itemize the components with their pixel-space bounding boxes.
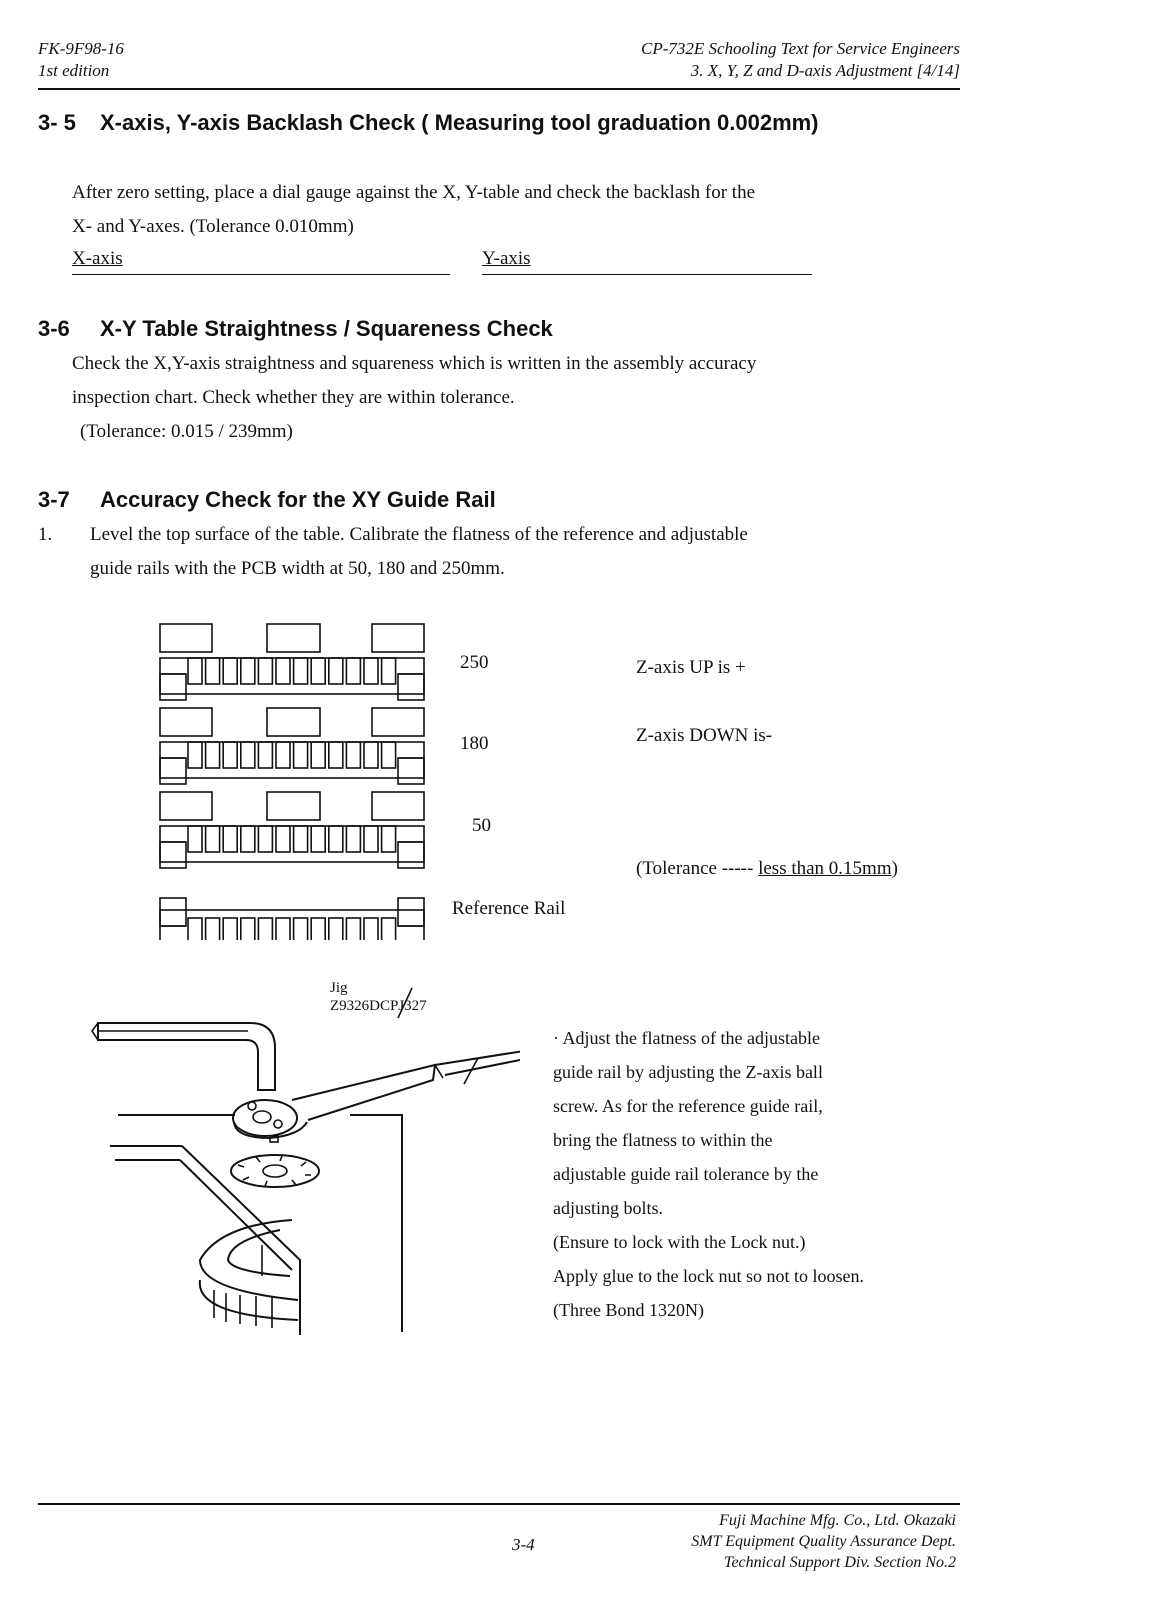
belt-tooth <box>276 918 290 940</box>
adjustment-instructions <box>553 1021 864 1327</box>
doc-code-block <box>38 38 124 82</box>
belt-tooth <box>311 826 325 852</box>
section-number: 3- 5 <box>38 110 76 135</box>
instruction-line: guide rail by adjusting the Z-axis ball <box>553 1062 823 1082</box>
belt-tooth <box>329 826 343 852</box>
belt-tooth <box>188 826 202 852</box>
chapter-title: 3. X, Y, Z and D-axis Adjustment [4/14] <box>690 61 960 80</box>
belt-tooth <box>294 742 308 768</box>
rail-end-block <box>160 674 186 700</box>
belt-tooth <box>241 918 255 940</box>
belt-tooth <box>311 918 325 940</box>
width-label-250: 250 <box>460 652 489 673</box>
belt-tooth <box>294 826 308 852</box>
belt-tooth <box>241 826 255 852</box>
belt-tooth <box>329 742 343 768</box>
adjustable-rail <box>160 826 424 868</box>
doc-title: CP-732E Schooling Text for Service Engineers <box>640 39 960 58</box>
support-block <box>267 792 320 820</box>
rail-end-block <box>160 758 186 784</box>
support-block <box>160 624 212 652</box>
section-3-5-heading <box>38 110 819 136</box>
belt-tooth <box>329 918 343 940</box>
rail-end-block <box>160 898 186 926</box>
section-title: X-axis, Y-axis Backlash Check ( Measuring tool graduation 0.002mm) <box>100 110 819 135</box>
belt-tooth <box>346 742 360 768</box>
jig-label: Jig <box>330 980 348 996</box>
instruction-line: Apply glue to the lock nut so not to loosen. <box>553 1266 864 1286</box>
belt-tooth <box>206 658 220 684</box>
rail-body <box>160 742 424 778</box>
belt-tooth <box>258 658 272 684</box>
paragraph-line: Check the X,Y-axis straightness and squareness which is written in the assembly accuracy <box>72 353 757 374</box>
page-number: 3-4 <box>512 1535 535 1554</box>
flatness-tolerance <box>636 858 898 880</box>
rail-end-block <box>398 842 424 868</box>
support-block <box>267 708 320 736</box>
header-rule <box>38 88 960 90</box>
tolerance-prefix: (Tolerance ----- <box>636 858 759 879</box>
footer-org <box>691 1510 956 1573</box>
width-label-50: 50 <box>472 815 491 836</box>
z-up-note: Z-axis UP is + <box>636 657 746 678</box>
belt-tooth <box>258 918 272 940</box>
instruction-line: adjusting bolts. <box>553 1198 664 1218</box>
belt-tooth <box>188 742 202 768</box>
belt-tooth <box>382 826 396 852</box>
hex-wrench-icon <box>92 1023 275 1090</box>
lock-washer <box>231 1155 319 1187</box>
belt-tooth <box>241 658 255 684</box>
rail-end-block <box>160 842 186 868</box>
belt-tooth <box>294 658 308 684</box>
belt-tooth <box>346 826 360 852</box>
y-axis-field[interactable] <box>482 244 812 275</box>
support-block <box>160 708 212 736</box>
belt-tooth <box>329 658 343 684</box>
paragraph-line: guide rails with the PCB width at 50, 180 and 250mm. <box>90 558 505 579</box>
belt-tooth <box>382 918 396 940</box>
jig-illustration <box>60 960 520 1340</box>
rail-body <box>160 658 424 694</box>
y-axis-label: Y-axis <box>482 248 531 269</box>
belt-tooth <box>346 658 360 684</box>
belt-tooth <box>241 742 255 768</box>
company-name: Fuji Machine Mfg. Co., Ltd. Okazaki <box>719 1512 956 1529</box>
jig-callout <box>330 979 427 1015</box>
section-title: Accuracy Check for the XY Guide Rail <box>100 487 496 512</box>
belt-tooth <box>364 742 378 768</box>
width-label-180: 180 <box>460 733 489 754</box>
reference-rail-label: Reference Rail <box>452 898 566 919</box>
jig-wrench <box>233 1050 520 1142</box>
rail-body <box>160 826 424 862</box>
section-title: X-Y Table Straightness / Squareness Check <box>100 316 553 341</box>
department-name: SMT Equipment Quality Assurance Dept. <box>691 1533 956 1550</box>
belt-tooth <box>364 918 378 940</box>
jig-part-number: Z9326DCPJ327 <box>330 998 427 1014</box>
edition: 1st edition <box>38 61 110 80</box>
paragraph-line: After zero setting, place a dial gauge against the X, Y-table and check the backlash for the <box>72 182 756 203</box>
adjustable-rail <box>160 658 424 700</box>
rail-end-block <box>398 758 424 784</box>
instruction-line: (Three Bond 1320N) <box>553 1300 704 1320</box>
paragraph-line: Level the top surface of the table. Calibrate the flatness of the reference and adjustable <box>90 524 748 545</box>
section-number: 3-7 <box>38 487 70 512</box>
instruction-line: adjustable guide rail tolerance by the <box>553 1164 819 1184</box>
doc-code: FK-9F98-16 <box>38 39 124 58</box>
belt-tooth <box>382 742 396 768</box>
belt-tooth <box>276 826 290 852</box>
tolerance-value: less than 0.15mm <box>758 858 892 879</box>
support-block <box>160 792 212 820</box>
support-block <box>372 792 424 820</box>
belt-tooth <box>206 918 220 940</box>
belt-tooth <box>346 918 360 940</box>
pulley <box>200 1220 298 1328</box>
doc-title-block <box>641 38 960 82</box>
belt-tooth <box>311 742 325 768</box>
section-3-5-body <box>72 176 755 278</box>
instruction-line: bring the flatness to within the <box>553 1130 773 1150</box>
rail-end-block <box>398 898 424 926</box>
section-3-7-heading <box>38 487 496 513</box>
section-number: 3-6 <box>38 316 70 341</box>
support-block <box>372 624 424 652</box>
tolerance-suffix: ) <box>891 858 898 879</box>
guide-rail-diagram <box>150 620 450 940</box>
support-block <box>267 624 320 652</box>
division-name: Technical Support Div. Section No.2 <box>724 1554 956 1571</box>
belt-tooth <box>364 658 378 684</box>
paragraph-line: inspection chart. Check whether they are within tolerance. <box>72 387 515 408</box>
footer-rule <box>38 1503 960 1505</box>
paragraph-line: X- and Y-axes. (Tolerance 0.010mm) <box>72 216 354 237</box>
belt-tooth <box>258 742 272 768</box>
belt-tooth <box>223 918 237 940</box>
adjustable-rail <box>160 742 424 784</box>
belt-tooth <box>294 918 308 940</box>
section-3-6-heading <box>38 316 553 342</box>
z-down-note: Z-axis DOWN is- <box>636 725 773 746</box>
belt-tooth <box>311 658 325 684</box>
belt-tooth <box>188 658 202 684</box>
belt-tooth <box>276 742 290 768</box>
belt-tooth <box>206 826 220 852</box>
belt-tooth <box>223 742 237 768</box>
rail-body <box>160 910 424 940</box>
step-1 <box>38 518 938 586</box>
support-block <box>372 708 424 736</box>
instruction-line: screw. As for the reference guide rail, <box>553 1096 823 1116</box>
belt-tooth <box>276 658 290 684</box>
step-number: 1. <box>38 524 53 545</box>
rail-end-block <box>398 674 424 700</box>
backlash-fields <box>72 244 755 278</box>
section-3-6-body <box>72 347 756 449</box>
instruction-line: · Adjust the flatness of the adjustable <box>553 1028 820 1048</box>
rail-frame <box>350 1115 402 1332</box>
belt-tooth <box>206 742 220 768</box>
belt-tooth <box>382 658 396 684</box>
belt-tooth <box>188 918 202 940</box>
belt-tooth <box>258 826 272 852</box>
belt-tooth <box>223 826 237 852</box>
x-axis-field[interactable] <box>72 244 450 275</box>
belt-tooth <box>223 658 237 684</box>
x-axis-label: X-axis <box>72 248 123 269</box>
tolerance-line: (Tolerance: 0.015 / 239mm) <box>80 421 293 442</box>
instruction-line: (Ensure to lock with the Lock nut.) <box>553 1232 806 1252</box>
reference-rail <box>160 898 424 940</box>
belt-tooth <box>364 826 378 852</box>
